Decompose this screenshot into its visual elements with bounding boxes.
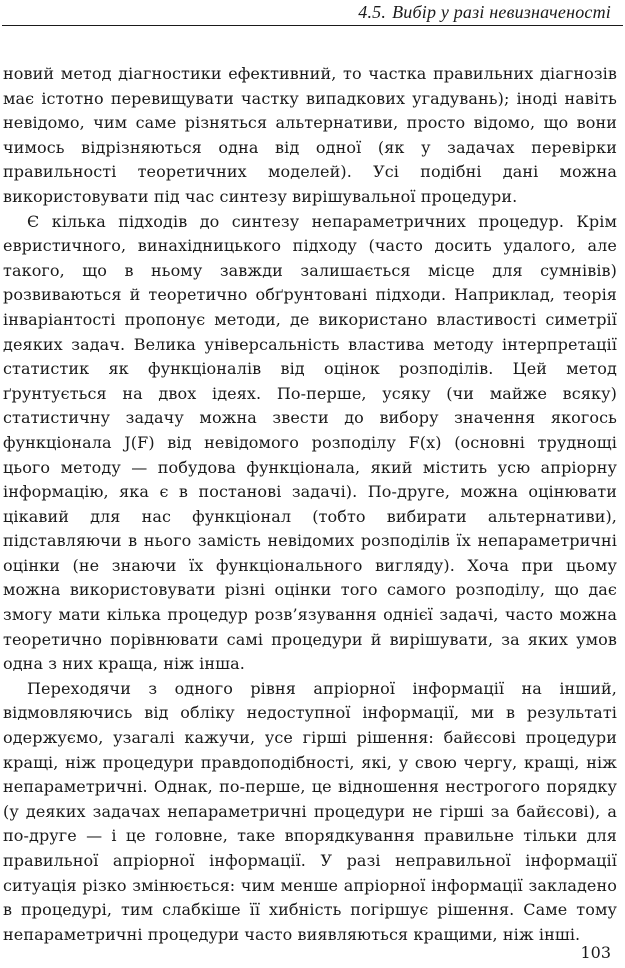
- section-title: Вибір у разі невизначеності: [392, 2, 611, 22]
- section-number: 4.5.: [358, 2, 387, 22]
- paragraph-continued: новий метод діагностики ефективний, то частка правильних діагнозів має істотно перевищувати частку випадкових угадувань); іноді навіть невідомо, чим саме різняться альтернативи, просто відомо, що вони чимось відрізняються одна від одної (як у задачах перевірки правильності теоретичних моделей). Усі подібні дані можна використовувати під час синтезу вирішувальної процедури.: [3, 64, 617, 206]
- running-head: [358, 2, 611, 23]
- page-number: 103: [580, 943, 611, 962]
- paragraph-apriori-levels: Переходячи з одного рівня апріорної інформації на інший, відмовляючись від обліку недоступної інформації, ми в результаті одержуємо, узагалі кажучи, усе гірші рішення: байєсові процедури кращі, ніж процедури правдоподібності, які, у свою чергу, кращі, ніж непараметричні. Однак, по-перше, це відношення нестрогого порядку (у деяких задачах непараметричні процедури не гірші за байєсові), а по-друге — і це головне, таке впорядкування правильне тільки для правильної апріорної інформації. У разі неправильної інформації ситуація різко змінюється: чим менше апріорної інформації закладено в процедурі, тим слабкіше її хибність погіршує рішення. Саме тому непараметричні процедури часто виявляються кращими, ніж інші.: [3, 678, 617, 944]
- body-text: [3, 62, 617, 947]
- paragraph-approaches: Є кілька підходів до синтезу непараметричних процедур. Крім евристичного, винахідницького підходу (часто досить удалого, але такого, що в ньому завжди залишається місце для сумнівів) розвиваються й теоретично обґрунтовані підходи. Наприклад, теорія інваріантості пропонує методи, де використано властивості симетрії деяких задач. Велика універсальність властива методу інтерпретації статистик як функціоналів від оцінок розподілів. Цей метод ґрунтується на двох ідеях. По-перше, усяку (чи майже всяку) статистичну задачу можна звести до вибору значення якогось функціонала J(F) від невідомого розподілу F(x) (основні труднощі цього методу — побудова функціонала, який містить усю апріорну інформацію, яка є в постанові задачі). По-друге, можна оцінювати цікавий для нас функціонал (тобто вибирати альтернативи), підставляючи в нього замість невідомих розподілів їх непараметричні оцінки (не знаючи їх функціонального вигляду). Хоча при цьому можна використовувати різні оцінки того самого розподілу, що дає змогу мати кілька процедур розв’язування однієї задачі, часто можна теоретично порівнювати самі процедури й вирішувати, за яких умов одна з них краща, ніж інша.: [3, 211, 617, 674]
- header-rule: [2, 25, 623, 26]
